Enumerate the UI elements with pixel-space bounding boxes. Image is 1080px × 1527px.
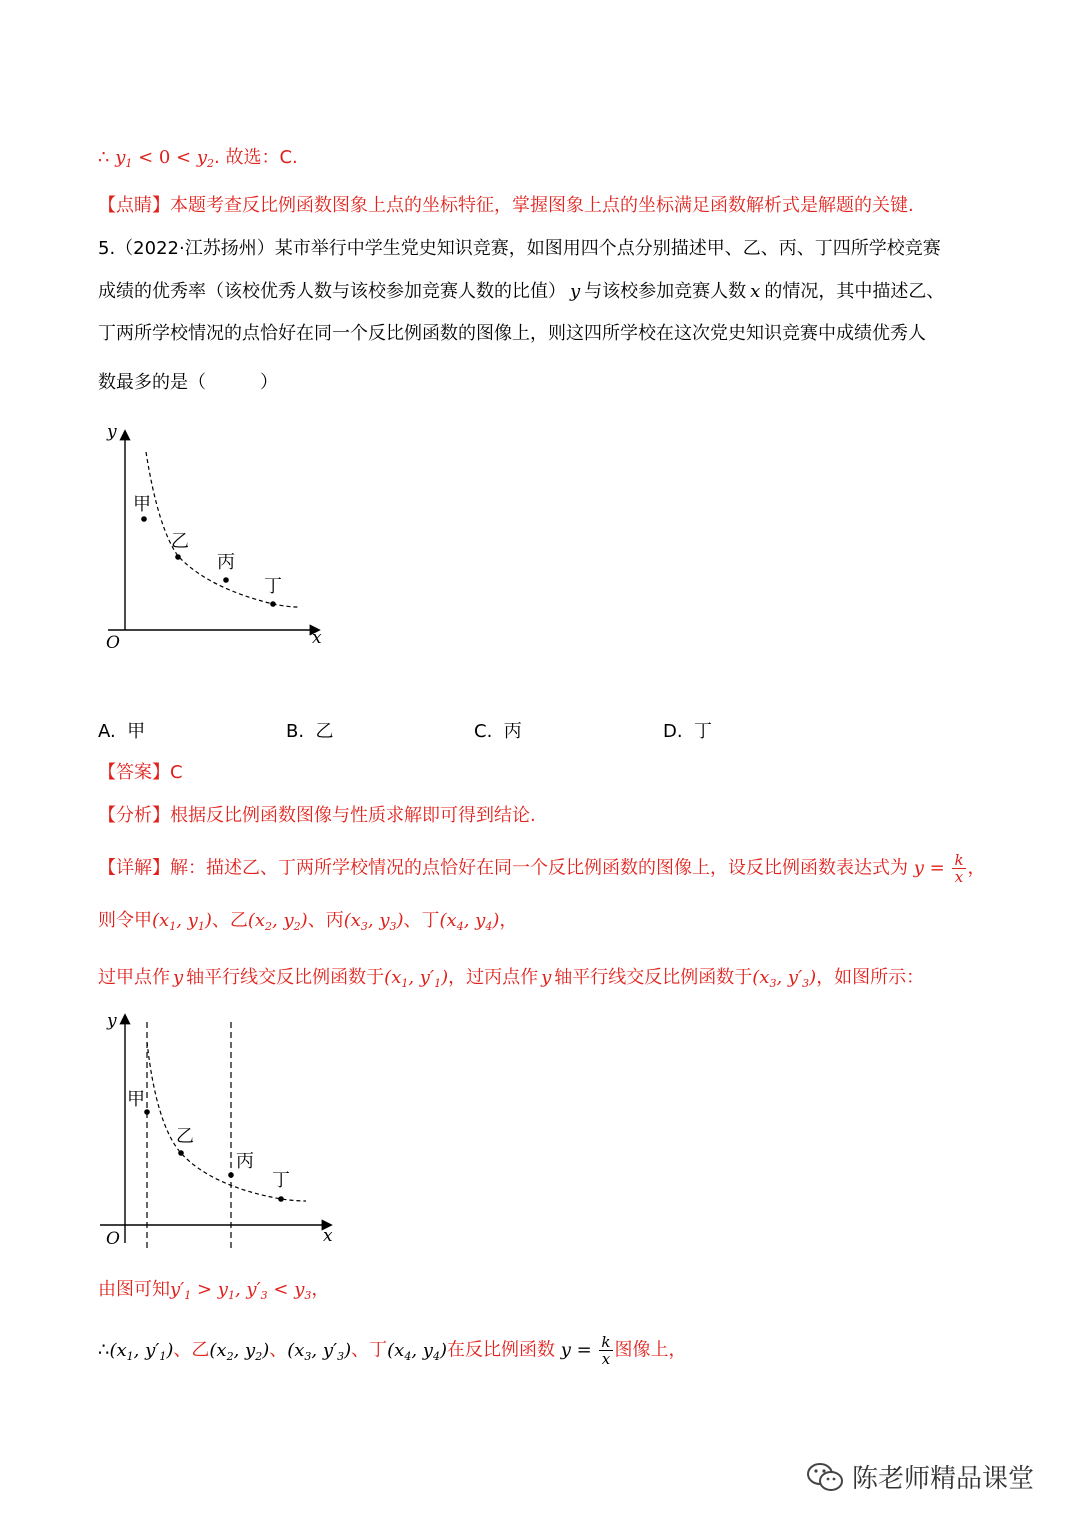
watermark: [806, 1458, 1034, 1495]
frac-num-2: k: [601, 1333, 611, 1351]
q5-line2a: 成绩的优秀率（该校优秀人数与该校参加竞赛人数的比值）: [98, 281, 566, 302]
point-jia-2: [144, 1109, 150, 1115]
point-tag: 【点睛】: [98, 195, 170, 216]
coord-x3-y3p: ($x_3$, $y'_3$): [752, 967, 817, 990]
math-y-eq: y: [913, 857, 924, 879]
wechat-icon: [806, 1461, 844, 1493]
option-a[interactable]: [98, 720, 145, 744]
option-b-text: 乙: [315, 721, 334, 742]
math-rel: < 0 <: [132, 147, 197, 168]
option-d[interactable]: [663, 720, 712, 744]
label-yi-2: 乙: [176, 1126, 194, 1147]
from-fig-text: 由图可知: [98, 1279, 170, 1300]
option-c[interactable]: [474, 720, 522, 744]
coord-jia: ($x_1$, $y_1$): [152, 910, 212, 933]
therefore-symbol-2: ∴: [98, 1339, 110, 1361]
analysis-tag: 【分析】: [98, 805, 170, 826]
point-yi-2: [178, 1150, 184, 1156]
coord-bing: ($x_3$, $y_3$): [343, 910, 404, 933]
y-axis-label-2: y: [107, 1011, 117, 1031]
coord-x3-y3p-2: ($x_3$, $y'_3$): [287, 1339, 352, 1363]
therefore-symbol: ∴: [98, 147, 110, 168]
detail-text1: 解：描述乙、丁两所学校情况的点恰好在同一个反比例函数的图像上，设反比例函数表达式为: [170, 857, 908, 879]
x-axis-label-2: x: [323, 1226, 333, 1246]
bing-text: 丙: [325, 910, 344, 931]
point-ding-2: [278, 1196, 284, 1202]
answer-tag: 【答案】: [98, 762, 170, 783]
var-x: x: [750, 281, 761, 302]
option-d-text: 丁: [694, 721, 713, 742]
q5-line2: [98, 280, 944, 304]
var-y: y: [570, 281, 581, 302]
detail-line5: $\therefore(x_1$, $y'_1$)、乙($x_2$, $y_2$)、($x_3$, $y'_3$)、丁($x_4$, $y_4$)在反比例函数 y = $\frac{k}{x}$ 图像上，: [98, 1333, 687, 1368]
jia-text: 甲: [134, 910, 152, 931]
detail-line1: 【详解】解：描述乙、丁两所学校情况的点恰好在同一个反比例函数的图像上，设反比例函数表达式为 y = $\frac{k}{x}$ ，: [98, 851, 986, 886]
point-yi: [175, 554, 181, 560]
y-axis-label: y: [107, 422, 117, 442]
label-ding: 丁: [264, 576, 282, 597]
coord-x1-y1p: ($x_1$, $y'_1$): [384, 967, 449, 990]
guo3-text: ，过丙点作: [448, 967, 539, 988]
x-axis-label: x: [312, 628, 322, 648]
fraction-k-over-x: [952, 852, 965, 885]
guo5-text: ，如图所示：: [816, 967, 925, 988]
figure-1-graph: [98, 418, 338, 658]
detail-line2: 则令甲($x_1$, $y_1$)、乙($x_2$, $y_2$)、丙($x_3$, $y_3$)、丁($x_4$, $y_4$)，: [98, 910, 518, 933]
coord-yi: ($x_2$, $y_2$): [247, 910, 308, 933]
analysis-line: [98, 804, 536, 828]
q5-line3: 丁两所学校情况的点恰好在同一个反比例函数的图像上，则这四所学校在这次党史知识竞赛中成绩优秀人: [98, 323, 926, 344]
option-c-key: C.: [474, 721, 493, 742]
point-jia: [141, 516, 147, 522]
coord-ding: ($x_4$, $y_4$): [439, 910, 500, 933]
fraction-k-over-x-2: [599, 1334, 612, 1367]
inequality-expr: $y'_1 > y_1$, $y'_3 < y_3$: [170, 1279, 312, 1302]
label-jia: 甲: [133, 494, 151, 515]
math-eq: =: [923, 857, 951, 879]
guo2-text: 轴平行线交反比例函数于: [186, 967, 385, 988]
point-text: 本题考查反比例函数图象上点的坐标特征，掌握图象上点的坐标满足函数解析式是解题的关键.: [170, 195, 914, 216]
guo1-text: 过甲点作: [98, 967, 170, 988]
detail-line4: 由图可知$y'_1 > y_1$, $y'_3 < y_3$，: [98, 1279, 330, 1302]
guo4-text: 轴平行线交反比例函数于: [554, 967, 753, 988]
q5-line1: 5.（2022·江苏扬州）某市举行中学生党史知识竞赛，如图用四个点分别描述甲、乙、丙、丁四所学校竞赛: [98, 238, 941, 259]
analysis-text: 根据反比例函数图像与性质求解即可得到结论.: [170, 805, 536, 826]
figure-2-graph: [98, 1008, 348, 1258]
q5-line2b: 与该校参加竞赛人数: [584, 281, 747, 302]
prev-conclusion: [98, 146, 298, 176]
origin-label-2: O: [106, 1229, 120, 1249]
choose-text: . 故选：C.: [214, 147, 298, 168]
math-y1: $y_1$: [115, 147, 133, 170]
math-y-eq-2: y: [560, 1339, 571, 1361]
ling-text: 则令: [98, 910, 134, 931]
label-bing: 丙: [217, 552, 235, 573]
option-a-key: A.: [98, 721, 116, 742]
option-b-key: B.: [286, 721, 305, 742]
on-curve-text1: 在反比例函数: [446, 1339, 555, 1361]
coord-x1-y1p-2: ($x_1$, $y'_1$): [109, 1339, 174, 1363]
var-y-axis: y: [173, 967, 184, 988]
coord-ding-2: ($x_4$, $y_4$): [387, 1339, 447, 1363]
yi-text: 乙: [229, 910, 248, 931]
math-y2: $y_2$: [196, 147, 215, 170]
point-bing-2: [228, 1172, 234, 1178]
math-eq-2: =: [570, 1339, 598, 1361]
detail-line3: [98, 966, 924, 996]
point-bing: [223, 577, 229, 583]
prev-point-note: [98, 194, 914, 218]
answer-line: [98, 761, 183, 785]
option-c-text: 丙: [503, 721, 522, 742]
answer-value: C: [170, 762, 183, 783]
option-a-text: 甲: [127, 721, 146, 742]
frac-num: k: [954, 851, 964, 869]
detail-tag: 【详解】: [98, 857, 170, 879]
q5-line2c: 的情况，其中描述乙、: [764, 281, 945, 302]
label-ding-2: 丁: [272, 1170, 290, 1191]
point-ding: [270, 601, 276, 607]
ding-text-2: 丁: [369, 1339, 388, 1361]
option-b[interactable]: [286, 720, 334, 744]
label-bing-2: 丙: [236, 1151, 254, 1172]
on-curve-text2: 图像上，: [614, 1339, 687, 1361]
var-y-axis-2: y: [541, 967, 552, 988]
coord-yi-2: ($x_2$, $y_2$): [209, 1339, 270, 1363]
yi-text-2: 乙: [191, 1339, 210, 1361]
watermark-text: 陈老师精品课堂: [852, 1464, 1035, 1494]
frac-den-2: x: [601, 1350, 611, 1368]
label-yi: 乙: [171, 531, 189, 552]
ding-text: 丁: [421, 910, 440, 931]
option-d-key: D.: [663, 721, 683, 742]
origin-label: O: [106, 633, 120, 653]
q5-line4: 数最多的是（ ）: [98, 372, 278, 393]
label-jia-2: 甲: [127, 1089, 145, 1110]
frac-den: x: [954, 868, 964, 886]
